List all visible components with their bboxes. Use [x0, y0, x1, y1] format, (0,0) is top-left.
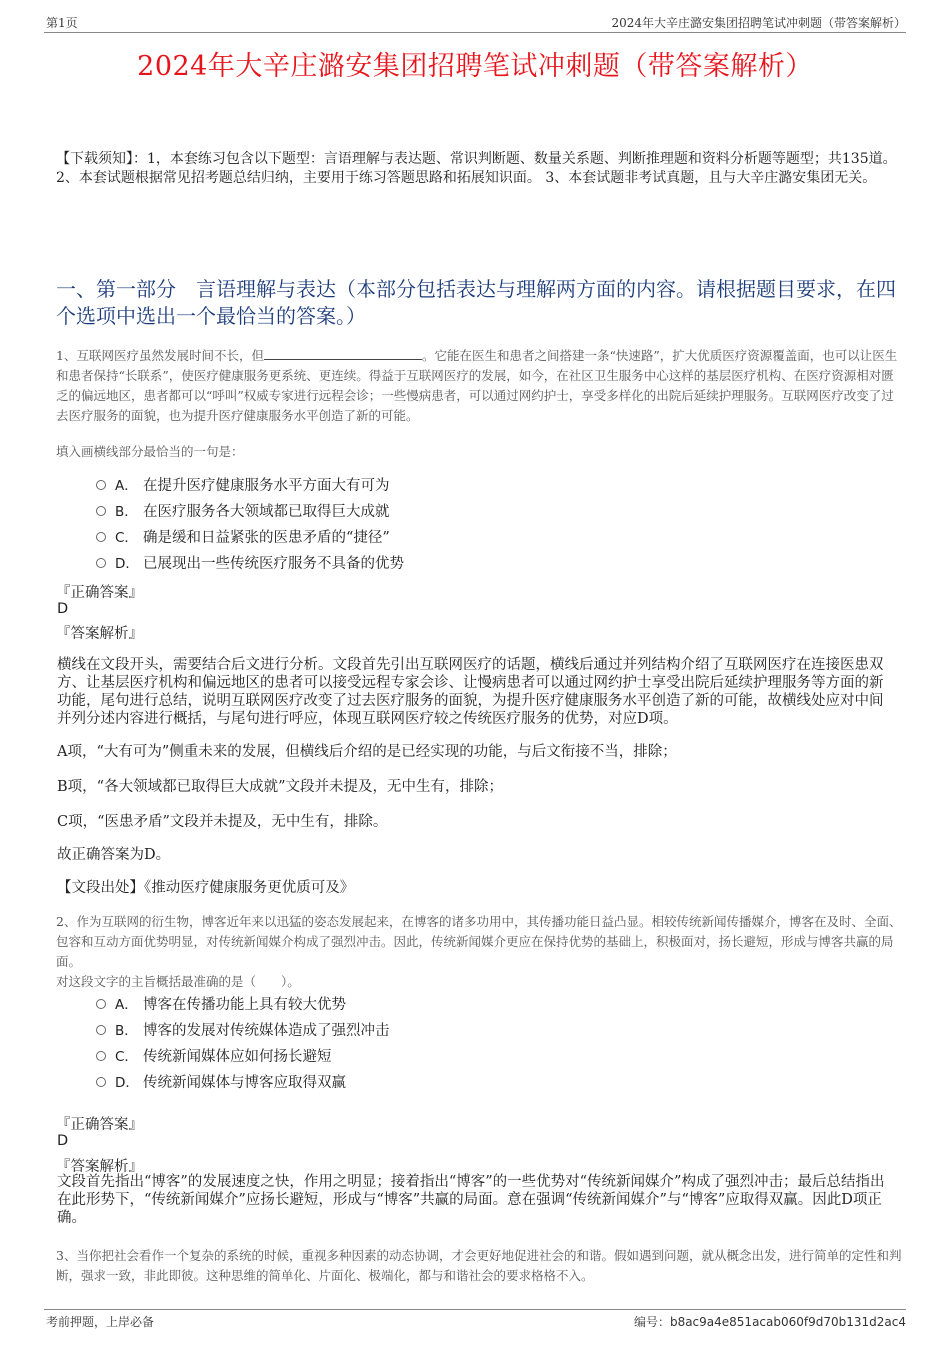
question-2-prompt: 对这段文字的主旨概括最准确的是（ ）。: [56, 974, 300, 989]
footer-code-value: b8ac9a4e851acab060f9d70b131d2ac4: [669, 1315, 906, 1329]
question-1-analysis-c: C项，“医患矛盾”文段并未提及，无中生有，排除。: [57, 814, 388, 830]
question-2-answer: D: [57, 1133, 69, 1149]
question-1-answer-label: 『正确答案』: [56, 585, 143, 601]
question-1-answer: D: [57, 601, 69, 617]
question-3-text: 3、当你把社会看作一个复杂的系统的时候，重视多种因素的动态协调，才会更好地促进社会的和谐。假如遇到问题，就从概念出发，进行简单的定性和判断，强求一致，非此即彼。这种思维的简单化、片面化、极端化，都与和谐社会的要求格格不入。: [56, 1248, 902, 1283]
question-1-analysis-b: B项，“各大领域都已取得巨大成就”文段并未提及，无中生有，排除；: [57, 779, 503, 795]
question-1-option-d[interactable]: D． 已展现出一些传统医疗服务不具备的优势: [96, 553, 404, 575]
question-1-text-after: 。它能在医生和患者之间搭建一条“快速路”，扩大优质医疗资源覆盖面，也可以让医生和患者保持“长联系”，使医疗健康服务更系统、更连续。得益于互联网医疗的发展，如今，在社区卫生服务中心这样的基层医疗机构、在医疗资源相对匮乏的偏远地区，患者都可以“呼叫”权威专家进行远程会诊；一些慢病患者，可以通过网约护士，享受多样化的出院后延续护理服务。互联网医疗改变了过去医疗服务的面貌，也为提升医疗健康服务水平创造了新的可能。: [56, 348, 898, 423]
page-number: 第1页: [46, 16, 78, 30]
radio-icon[interactable]: [96, 1025, 106, 1035]
question-2-analysis-label: 『答案解析』: [56, 1159, 143, 1175]
question-1-text: [56, 346, 902, 426]
question-1-option-c[interactable]: C． 确是缓和日益紧张的医患矛盾的“捷径”: [96, 527, 390, 549]
question-1-source: 【文段出处】《推动医疗健康服务更优质可及》: [57, 880, 355, 896]
question-1-analysis-a: A项，“大有可为”侧重未来的发展，但横线后介绍的是已经实现的功能，与后文衔接不当，排除；: [57, 744, 677, 760]
radio-icon[interactable]: [96, 506, 106, 516]
header-doc-title: 2024年大辛庄潞安集团招聘笔试冲刺题（带答案解析）: [611, 16, 906, 30]
question-2-option-a[interactable]: A． 博客在传播功能上具有较大优势: [96, 994, 346, 1016]
question-2-option-b[interactable]: B． 博客的发展对传统媒体造成了强烈冲击: [96, 1020, 390, 1042]
question-2-answer-label: 『正确答案』: [56, 1117, 143, 1133]
radio-icon[interactable]: [96, 532, 106, 542]
download-notice: 【下载须知】：1，本套练习包含以下题型：言语理解与表达题、常识判断题、数量关系题、判断推理题和资料分析题等题型；共135道。 2、本套试题根据常见招考题总结归纳，主要用于练习答题思路和拓展知识面。 3、本套试题非考试真题，且与大辛庄潞安集团无关。: [56, 151, 897, 186]
radio-icon[interactable]: [96, 1051, 106, 1061]
section-title: 一、第一部分 言语理解与表达（本部分包括表达与理解两方面的内容。请根据题目要求，在四个选项中选出一个最恰当的答案。）: [56, 277, 896, 328]
question-2-option-c[interactable]: C． 传统新闻媒体应如何扬长避短: [96, 1046, 332, 1068]
footer-rule: [44, 1309, 906, 1310]
question-1-analysis-main: 横线在文段开头，需要结合后文进行分析。文段首先引出互联网医疗的话题，横线后通过并列结构介绍了互联网医疗在连接医患双方、让基层医疗机构和偏远地区的患者可以接受远程专家会诊、让慢病患者可以通过网约护士享受出院后延续护理服务等方面的新功能，尾句进行总结，说明互联网医疗改变了过去医疗服务的面貌，为提升医疗健康服务水平创造了新的可能，故横线处应对中间并列分述内容进行概括，与尾句进行呼应，体现互联网医疗较之传统医疗服务的优势，对应D项。: [57, 657, 884, 727]
question-1-analysis-conclusion: 故正确答案为D。: [57, 847, 171, 863]
question-1-blank: [264, 347, 422, 360]
header-rule: [44, 32, 906, 33]
question-2-option-d[interactable]: D． 传统新闻媒体与博客应取得双赢: [96, 1072, 346, 1094]
question-2-analysis: 文段首先指出“博客”的发展速度之快，作用之明显；接着指出“博客”的一些优势对“传统新闻媒介”构成了强烈冲击；最后总结指出在此形势下，“传统新闻媒介”应扬长避短，形成与“博客”共赢的局面。意在强调“传统新闻媒介”与“博客”应取得双赢。因此D项正确。: [57, 1174, 885, 1226]
radio-icon[interactable]: [96, 999, 106, 1009]
radio-icon[interactable]: [96, 480, 106, 490]
question-1-option-b[interactable]: B． 在医疗服务各大领域都已取得巨大成就: [96, 501, 390, 523]
page-title: 2024年大辛庄潞安集团招聘笔试冲刺题（带答案解析）: [137, 51, 813, 82]
question-1-text-before: 1、互联网医疗虽然发展时间不长，但: [56, 348, 264, 363]
radio-icon[interactable]: [96, 558, 106, 568]
question-1-option-a[interactable]: A． 在提升医疗健康服务水平方面大有可为: [96, 475, 390, 497]
footer-code-label: 编号：: [633, 1315, 670, 1329]
question-1-prompt: 填入画横线部分最恰当的一句是：: [56, 444, 244, 459]
question-2-text: 2、作为互联网的衍生物，博客近年来以迅猛的姿态发展起来，在博客的诸多功用中，其传播功能日益凸显。相较传统新闻传播媒介，博客在及时、全面、包容和互动方面优势明显，对传统新闻媒介构成了强烈冲击。因此，传统新闻媒介更应在保持优势的基础上，积极面对，扬长避短，形成与博客共赢的局面。: [56, 914, 902, 969]
footer-slogan: 考前押题，上岸必备: [46, 1315, 155, 1329]
question-1-analysis-label: 『答案解析』: [56, 626, 143, 642]
footer-code: [634, 1313, 906, 1330]
radio-icon[interactable]: [96, 1077, 106, 1087]
